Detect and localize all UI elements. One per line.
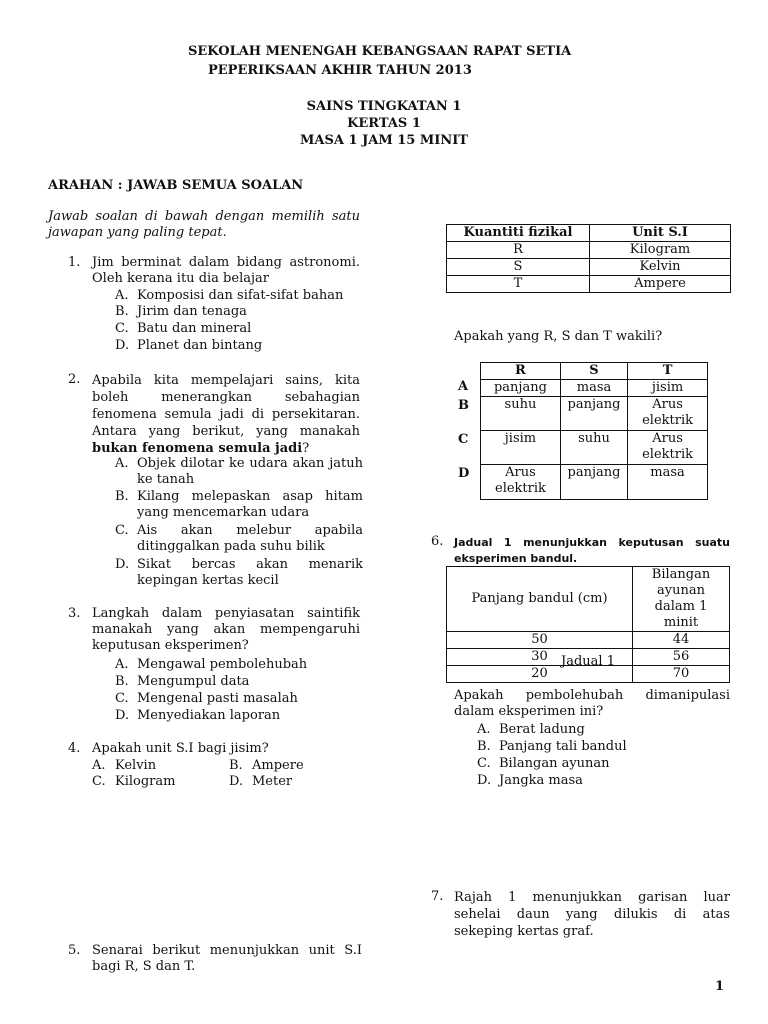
option-c[interactable] bbox=[115, 691, 365, 707]
table-row-a[interactable] bbox=[481, 380, 708, 397]
question-text-part: Apabila kita mempelajari sains, kita boleh menerangkan sebahagian fenomena semula jadi di persekitaran. Antara yang berikut, yang manakah bbox=[92, 373, 360, 439]
question-text: Rajah 1 menunjukkan garisan luar sehelai daun yang dilukis di atas sekeping kertas graf. bbox=[454, 890, 730, 939]
answer-letter-d[interactable]: D bbox=[458, 466, 470, 481]
table-cell: Kilogram bbox=[590, 242, 731, 259]
question-number: 4. bbox=[68, 741, 81, 756]
table-cell: 20 bbox=[447, 666, 633, 683]
option-letter: D. bbox=[477, 773, 492, 788]
option-letter: D. bbox=[115, 557, 130, 572]
option-text: Mengawal pembolehubah bbox=[137, 657, 308, 672]
table-cell: jisim bbox=[481, 431, 561, 465]
table-cell: 30 bbox=[447, 649, 633, 666]
table-row-c[interactable] bbox=[481, 431, 708, 465]
table-row bbox=[447, 276, 731, 293]
instructions-heading: ARAHAN : JAWAB SEMUA SOALAN bbox=[48, 178, 304, 193]
answer-table bbox=[480, 362, 708, 500]
question-number: 6. bbox=[431, 534, 444, 549]
option-text: Meter bbox=[252, 774, 293, 789]
option-text: Ais akan melebur apabila ditinggalkan pada suhu bilik bbox=[137, 523, 363, 554]
table-row bbox=[447, 259, 731, 276]
table-cell: 70 bbox=[633, 666, 730, 683]
option-text: Sikat bercas akan menarik kepingan kertas kecil bbox=[137, 557, 363, 588]
table-row-b[interactable] bbox=[481, 397, 708, 431]
option-letter: D. bbox=[115, 708, 130, 723]
table-cell: Ampere bbox=[590, 276, 731, 293]
option-text: Batu dan mineral bbox=[137, 321, 252, 336]
option-d[interactable] bbox=[115, 338, 365, 354]
option-c[interactable] bbox=[477, 756, 727, 772]
table-header: T bbox=[628, 363, 708, 380]
subject-title: SAINS TINGKATAN 1 bbox=[306, 99, 462, 114]
exam-title: PEPERIKSAAN AKHIR TAHUN 2013 bbox=[208, 63, 472, 78]
table-cell: 56 bbox=[633, 649, 730, 666]
option-b[interactable] bbox=[229, 758, 349, 774]
option-letter: A. bbox=[115, 657, 129, 672]
option-letter: A. bbox=[477, 722, 491, 737]
question-prompt: Apakah pembolehubah dimanipulasi dalam eksperimen ini? bbox=[454, 688, 730, 719]
option-letter: A. bbox=[115, 288, 129, 303]
option-text: Panjang tali bandul bbox=[499, 739, 627, 754]
table-header: Kuantiti fizikal bbox=[447, 225, 590, 242]
option-a[interactable] bbox=[115, 657, 365, 673]
table-cell: masa bbox=[628, 465, 708, 500]
option-text: Kelvin bbox=[115, 758, 157, 773]
option-text: Kilogram bbox=[115, 774, 176, 789]
option-d[interactable] bbox=[477, 773, 727, 789]
answer-letter-c[interactable]: C bbox=[458, 432, 469, 447]
option-text: Bilangan ayunan bbox=[499, 756, 610, 771]
table-cell: Kelvin bbox=[590, 259, 731, 276]
question-text-part: ? bbox=[302, 441, 310, 456]
table-cell: R bbox=[447, 242, 590, 259]
table-header-row bbox=[447, 567, 730, 632]
school-name: SEKOLAH MENENGAH KEBANGSAAN RAPAT SETIA bbox=[188, 44, 572, 59]
table-caption: Jadual 1 bbox=[561, 654, 615, 669]
option-a[interactable] bbox=[115, 456, 363, 488]
question-emphasis: bukan fenomena semula jadi bbox=[92, 441, 303, 456]
option-text: Komposisi dan sifat-sifat bahan bbox=[137, 288, 344, 303]
table-cell: panjang bbox=[560, 465, 627, 500]
table-cell: S bbox=[447, 259, 590, 276]
table-cell: panjang bbox=[481, 380, 561, 397]
option-letter: B. bbox=[477, 739, 491, 754]
question-text: Senarai berikut menunjukkan unit S.I bagi R, S dan T. bbox=[92, 943, 362, 974]
question-number: 2. bbox=[68, 372, 81, 387]
table-header-row bbox=[481, 363, 708, 380]
option-letter: B. bbox=[115, 304, 129, 319]
table-header: Panjang bandul (cm) bbox=[447, 567, 633, 632]
table-header-row bbox=[447, 225, 731, 242]
option-b[interactable] bbox=[115, 489, 363, 521]
question-text: Langkah dalam penyiasatan saintifik manakah yang akan mempengaruhi keputusan eksperimen? bbox=[92, 606, 360, 653]
option-a[interactable] bbox=[92, 758, 212, 774]
page-number: 1 bbox=[715, 979, 725, 994]
table-cell: T bbox=[447, 276, 590, 293]
question-number: 3. bbox=[68, 606, 81, 621]
unit-table bbox=[446, 224, 731, 293]
table-cell: 50 bbox=[447, 632, 633, 649]
table-header: S bbox=[560, 363, 627, 380]
option-letter: C. bbox=[115, 321, 129, 336]
option-text: Jangka masa bbox=[499, 773, 583, 788]
paper-title: KERTAS 1 bbox=[347, 116, 421, 131]
option-d[interactable] bbox=[115, 557, 363, 589]
option-text: Mengenal pasti masalah bbox=[137, 691, 298, 706]
option-b[interactable] bbox=[115, 304, 365, 320]
question-text: Apakah unit S.I bagi jisim? bbox=[92, 741, 269, 756]
question-text: Jadual 1 menunjukkan keputusan suatu eksperimen bandul. bbox=[454, 536, 730, 565]
option-d[interactable] bbox=[229, 774, 349, 790]
answer-letter-a[interactable]: A bbox=[458, 379, 469, 394]
question-text: Jim berminat dalam bidang astronomi. Oleh kerana itu dia belajar bbox=[92, 255, 360, 286]
question-text bbox=[92, 372, 360, 457]
option-letter: B. bbox=[229, 758, 243, 773]
time-title: MASA 1 JAM 15 MINIT bbox=[300, 133, 468, 148]
option-a[interactable] bbox=[115, 288, 365, 304]
table-cell: Arus elektrik bbox=[628, 397, 708, 431]
table-row bbox=[447, 242, 731, 259]
table-row-d[interactable] bbox=[481, 465, 708, 500]
option-letter: C. bbox=[115, 523, 129, 538]
option-c[interactable] bbox=[115, 523, 363, 555]
option-d[interactable] bbox=[115, 708, 365, 724]
option-letter: D. bbox=[115, 338, 130, 353]
table-cell: masa bbox=[560, 380, 627, 397]
option-letter: C. bbox=[115, 691, 129, 706]
option-text: Planet dan bintang bbox=[137, 338, 263, 353]
table-cell: Arus elektrik bbox=[628, 431, 708, 465]
option-text: Berat ladung bbox=[499, 722, 585, 737]
instructions-text: Jawab soalan di bawah dengan memilih satu jawapan yang paling tepat. bbox=[48, 209, 360, 240]
option-c[interactable] bbox=[92, 774, 212, 790]
answer-letter-b[interactable]: B bbox=[458, 398, 469, 413]
option-letter: A. bbox=[115, 456, 129, 471]
option-c[interactable] bbox=[115, 321, 365, 337]
table-cell: jisim bbox=[628, 380, 708, 397]
option-text: Objek dilotar ke udara akan jatuh ke tanah bbox=[137, 456, 363, 487]
table-header: Unit S.I bbox=[590, 225, 731, 242]
question-number: 1. bbox=[68, 255, 81, 270]
option-letter: C. bbox=[477, 756, 491, 771]
table-cell: suhu bbox=[560, 431, 627, 465]
table-cell: suhu bbox=[481, 397, 561, 431]
option-text: Jirim dan tenaga bbox=[137, 304, 247, 319]
table-header: Bilangan ayunan dalam 1 minit bbox=[633, 567, 730, 632]
option-text: Kilang melepaskan asap hitam yang mencemarkan udara bbox=[137, 489, 363, 520]
question-number: 7. bbox=[431, 889, 444, 904]
option-b[interactable] bbox=[477, 739, 727, 755]
option-letter: B. bbox=[115, 674, 129, 689]
table-cell: 44 bbox=[633, 632, 730, 649]
table-header: R bbox=[481, 363, 561, 380]
option-letter: B. bbox=[115, 489, 129, 504]
question-number: 5. bbox=[68, 943, 81, 958]
option-text: Menyediakan laporan bbox=[137, 708, 281, 723]
option-letter: A. bbox=[92, 758, 106, 773]
question-prompt: Apakah yang R, S dan T wakili? bbox=[454, 329, 663, 344]
table-row bbox=[447, 632, 730, 649]
option-text: Ampere bbox=[252, 758, 304, 773]
option-b[interactable] bbox=[115, 674, 365, 690]
option-letter: D. bbox=[229, 774, 244, 789]
option-letter: C. bbox=[92, 774, 106, 789]
option-a[interactable] bbox=[477, 722, 727, 738]
table-cell: Arus elektrik bbox=[481, 465, 561, 500]
table-cell: panjang bbox=[560, 397, 627, 431]
option-text: Mengumpul data bbox=[137, 674, 250, 689]
